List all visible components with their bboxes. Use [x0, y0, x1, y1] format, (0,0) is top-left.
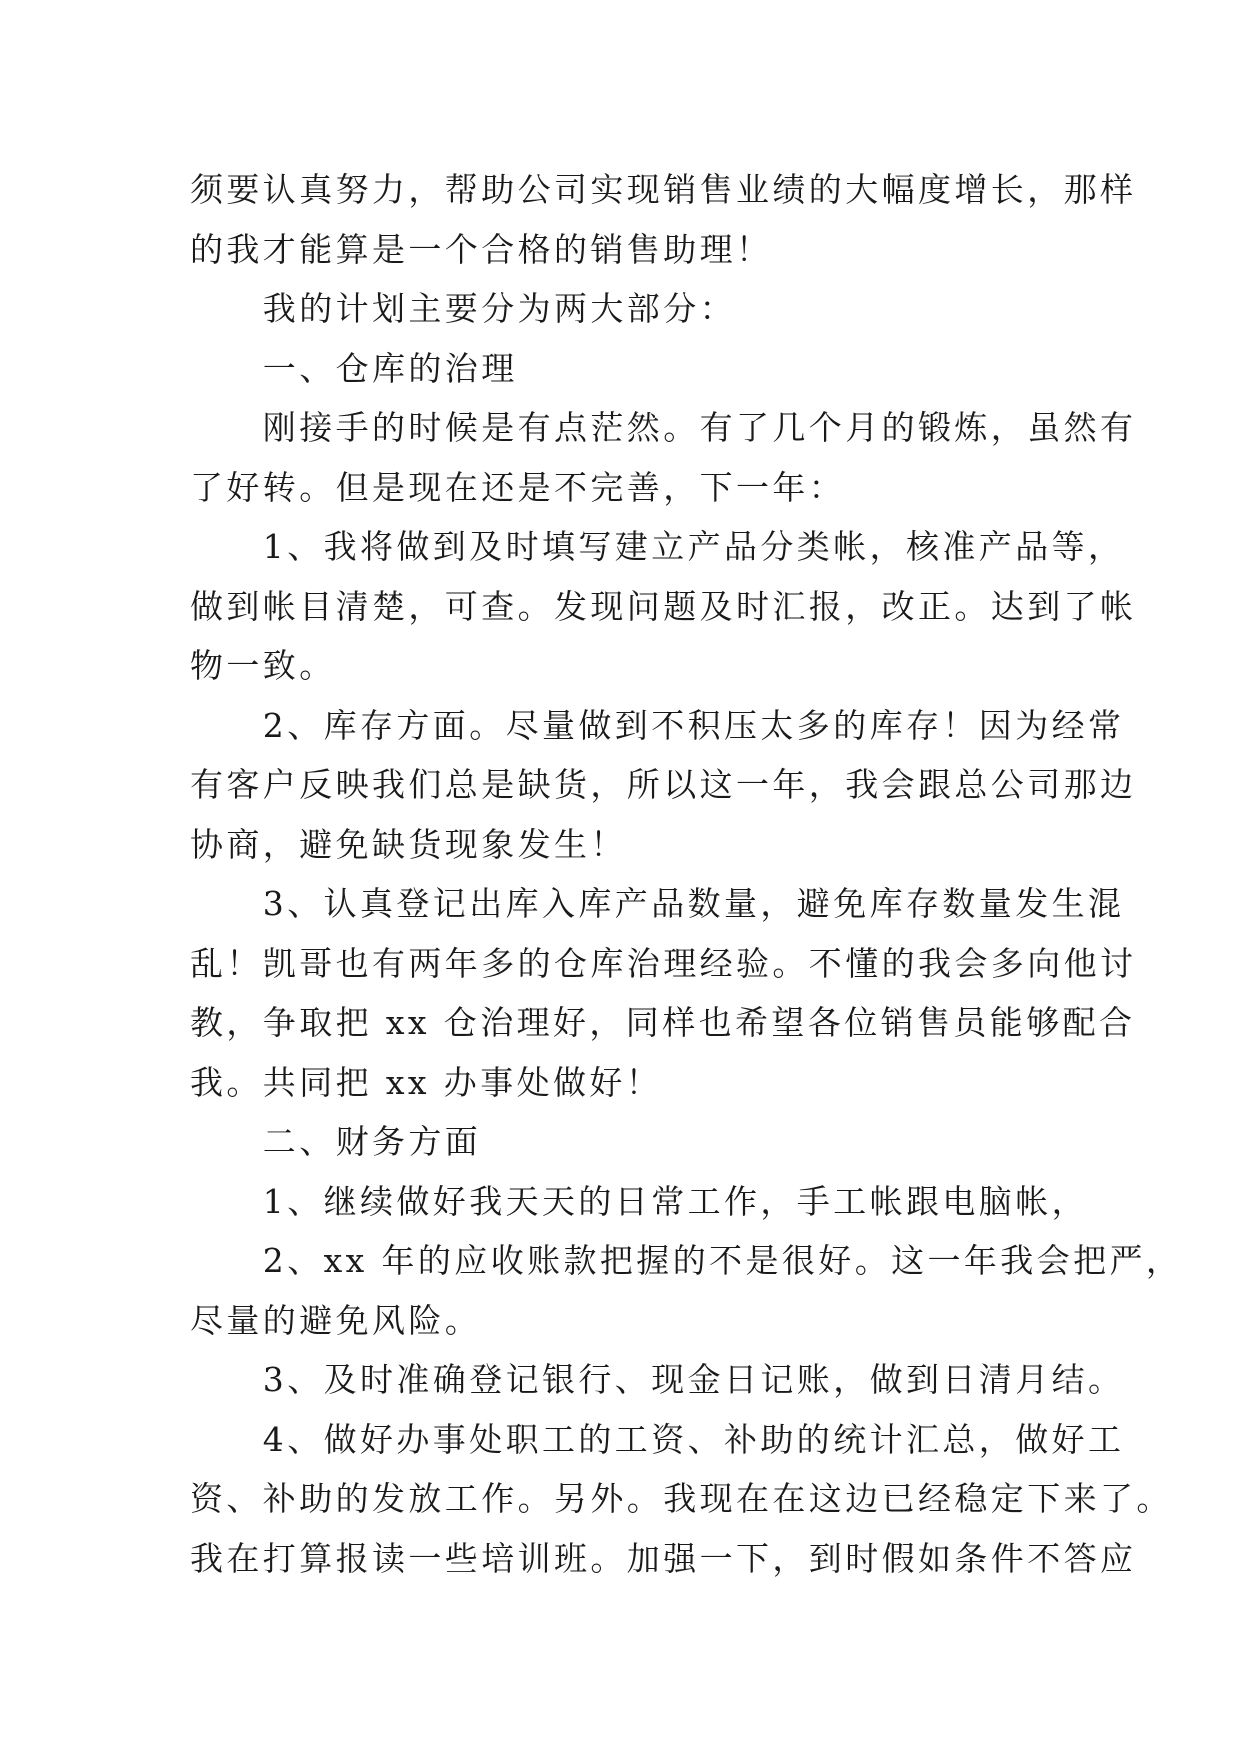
text-line: 我在打算报读一些培训班。加强一下，到时假如条件不答应 [190, 1538, 1137, 1578]
text-line: 的我才能算是一个合格的销售助理！ [190, 229, 773, 269]
text-line: 有客户反映我们总是缺货，所以这一年，我会跟总公司那边 [190, 765, 1137, 804]
text-line: 我。共同把 xx 办事处做好！ [190, 1062, 663, 1102]
text-line: 物一致。 [190, 646, 336, 685]
text-line: 刚接手的时候是有点茫然。有了几个月的锻炼，虽然有 [190, 408, 1137, 447]
text-line: 1、继续做好我天天的日常工作，手工帐跟电脑帐， [190, 1181, 1088, 1221]
document-body [190, 160, 1183, 1588]
text-line: 1、我将做到及时填写建立产品分类帐，核准产品等， [190, 527, 1125, 566]
text-line: 尽量的避免风险。 [190, 1300, 482, 1340]
text-line: 资、补助的发放工作。另外。我现在在这边已经稳定下来了。 [190, 1479, 1173, 1518]
text-line: 做到帐目清楚，可查。发现问题及时汇报，改正。达到了帐 [190, 586, 1137, 626]
text-line: 3、及时准确登记银行、现金日记账，做到日清月结。 [190, 1360, 1125, 1399]
text-line: 2、库存方面。尽量做到不积压太多的库存！因为经常 [190, 705, 1125, 745]
text-line: 须要认真努力，帮助公司实现销售业绩的大幅度增长，那样 [190, 170, 1137, 209]
text-line: 协商，避免缺货现象发生！ [190, 824, 627, 864]
text-line: 了好转。但是现在还是不完善，下一年： [190, 467, 846, 507]
text-line: 教，争取把 xx 仓治理好，同样也希望各位销售员能够配合 [190, 1003, 1136, 1042]
text-line: 我的计划主要分为两大部分： [190, 289, 736, 328]
text-line: 4、做好办事处职工的工资、补助的统计汇总，做好工 [190, 1419, 1125, 1459]
text-line: 乱！凯哥也有两年多的仓库治理经验。不懂的我会多向他讨 [190, 943, 1137, 983]
section-heading: 一、仓库的治理 [190, 348, 518, 388]
text-line: 2、xx 年的应收账款把握的不是很好。这一年我会把严， [190, 1241, 1183, 1280]
section-heading: 二、财务方面 [190, 1122, 482, 1161]
text-line: 3、认真登记出库入库产品数量，避免库存数量发生混 [190, 884, 1125, 923]
